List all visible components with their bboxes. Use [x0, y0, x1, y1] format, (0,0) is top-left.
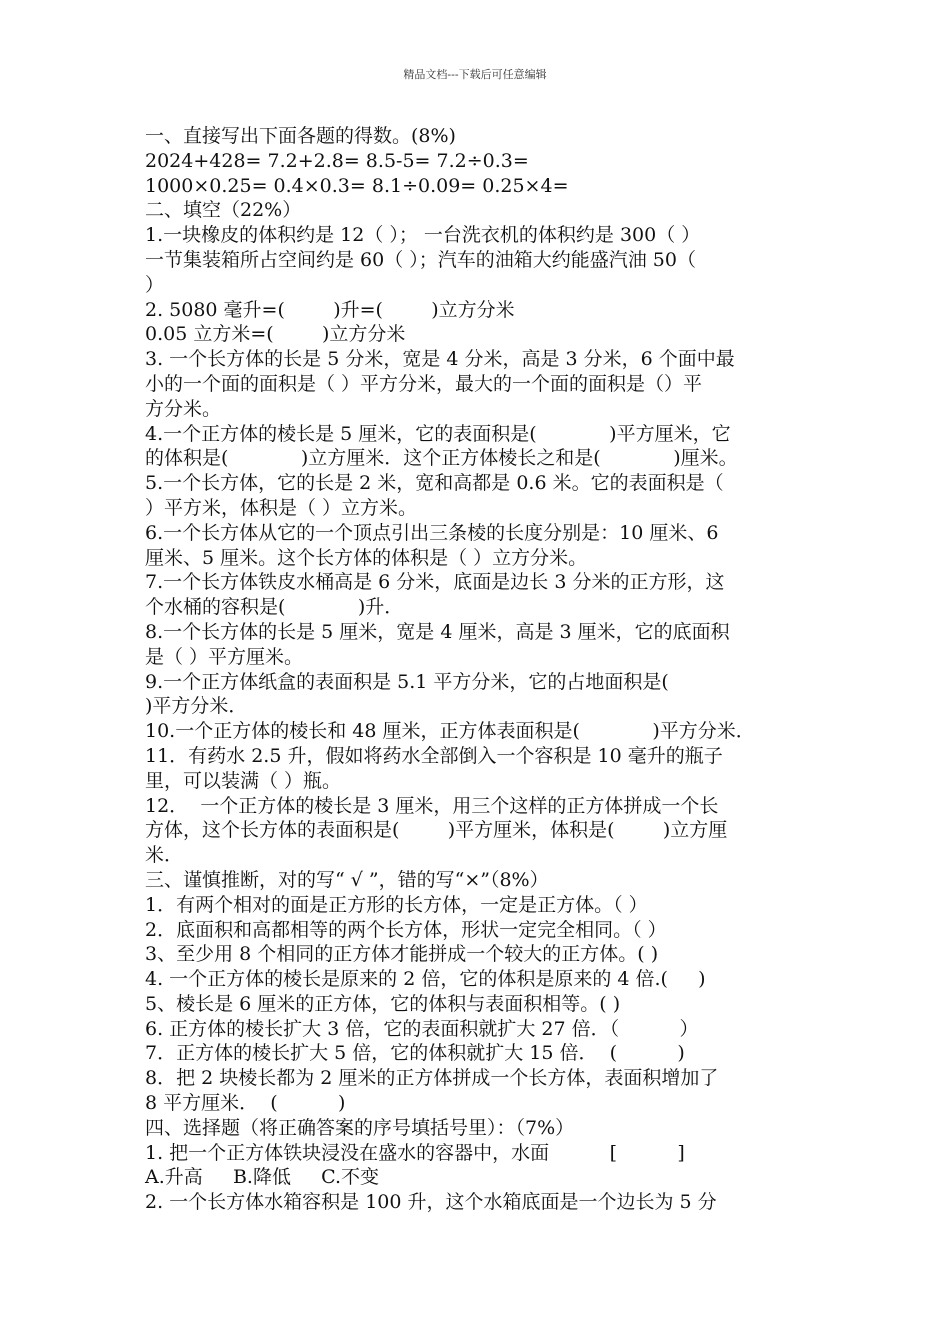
text-line: 2．底面积和高都相等的两个长方体，形状一定完全相同。（ ） — [145, 918, 667, 941]
text-line: 8 平方厘米． ( ) — [145, 1092, 346, 1115]
text-line: 2. 一个长方体水箱容积是 100 升，这个水箱底面是一个边长为 5 分 — [145, 1191, 717, 1214]
text-line: 方体，这个长方体的表面积是( )平方厘米，体积是( )立方厘 — [145, 819, 728, 842]
text-line: 个水桶的容积是( )升． — [145, 596, 404, 619]
text-line: A.升高 B.降低 C.不变 — [145, 1166, 380, 1189]
text-line: 5、棱长是 6 厘米的正方体，它的体积与表面积相等。( ) — [145, 992, 621, 1015]
text-line: ）平方米，体积是（ ）立方米。 — [145, 496, 418, 519]
text-line: 的体积是( )立方厘米．这个正方体棱长之和是( )厘米。 — [145, 447, 738, 470]
text-line: 1. 把一个正方体铁块浸没在盛水的容器中，水面 [ ] — [145, 1141, 685, 1164]
text-line: 6. 正方体的棱长扩大 3 倍，它的表面积就扩大 27 倍．（ ） — [145, 1017, 699, 1040]
text-line: 小的一个面的面积是（ ）平方分米，最大的一个面的面积是（）平 — [145, 372, 703, 395]
text-line: 4.一个正方体的棱长是 5 厘米，它的表面积是( )平方厘米，它 — [145, 422, 731, 445]
text-line: 8．把 2 块棱长都为 2 厘米的正方体拼成一个长方体，表面积增加了 — [145, 1067, 719, 1090]
text-line: ） — [145, 273, 165, 296]
text-line: 2024+428= 7.2+2.8= 8.5-5= 7.2÷0.3= — [145, 149, 529, 172]
text-line: 5.一个长方体，它的长是 2 米，宽和高都是 0.6 米。它的表面积是（ — [145, 472, 724, 495]
text-line: 10.一个正方体的棱长和 48 厘米，正方体表面积是( )平方分米． — [145, 720, 755, 743]
text-line: 1000×0.25= 0.4×0.3= 8.1÷0.09= 0.25×4= — [145, 174, 569, 197]
text-line: 方分米。 — [145, 397, 222, 420]
text-line: 四、选择题（将正确答案的序号填括号里）：（7%） — [145, 1116, 575, 1139]
text-line: 7.一个长方体铁皮水桶高是 6 分米，底面是边长 3 分米的正方形，这 — [145, 571, 725, 594]
text-line: 1．有两个相对的面是正方形的长方体，一定是正方体。（ ） — [145, 893, 648, 916]
text-line: 二、填空（22%） — [145, 199, 302, 222]
text-line: 6.一个长方体从它的一个顶点引出三条棱的长度分别是：10 厘米、6 — [145, 521, 719, 544]
text-line: 3. 一个长方体的长是 5 分米，宽是 4 分米，高是 3 分米，6 个面中最 — [145, 348, 735, 371]
text-line: 一、直接写出下面各题的得数。(8%) — [145, 125, 456, 147]
document-body — [145, 124, 810, 1215]
page-header: 精品文档---下载后可任意编辑 — [403, 68, 547, 81]
text-line: 里，可以装满（ ）瓶。 — [145, 769, 342, 792]
text-line: 11．有药水 2.5 升，假如将药水全部倒入一个容积是 10 毫升的瓶子 — [145, 744, 723, 767]
text-line: 0.05 立方米=( )立方分米 — [145, 323, 406, 346]
text-line: 厘米、5 厘米。这个长方体的体积是（ ）立方分米。 — [145, 546, 588, 569]
text-line: 7．正方体的棱长扩大 5 倍，它的体积就扩大 15 倍． ( ) — [145, 1042, 685, 1065]
text-line: 3、至少用 8 个相同的正方体才能拼成一个较大的正方体。( ) — [145, 943, 659, 966]
text-line: 一节集装箱所占空间约是 60（ ）；汽车的油箱大约能盛汽油 50（ — [145, 248, 696, 271]
text-line: 1.一块橡皮的体积约是 12（ ）； 一台洗衣机的体积约是 300（ ） — [145, 224, 701, 247]
text-line: 12． 一个正方体的棱长是 3 厘米，用三个这样的正方体拼成一个长 — [145, 794, 719, 817]
text-line: 9.一个正方体纸盒的表面积是 5.1 平方分米，它的占地面积是( — [145, 670, 669, 693]
text-line: 是（ ）平方厘米。 — [145, 645, 304, 668]
text-line: 2. 5080 毫升=( )升=( )立方分米 — [145, 298, 515, 321]
text-line: )平方分米． — [145, 695, 248, 718]
text-line: 三、谨慎推断，对的写“ √ ”，错的写“×”（8%） — [145, 868, 549, 891]
text-line: 4. 一个正方体的棱长是原来的 2 倍，它的体积是原来的 4 倍.( ) — [145, 968, 706, 991]
text-line: 米． — [145, 844, 184, 867]
text-line: 8.一个长方体的长是 5 厘米，宽是 4 厘米，高是 3 厘米，它的底面积 — [145, 620, 730, 643]
